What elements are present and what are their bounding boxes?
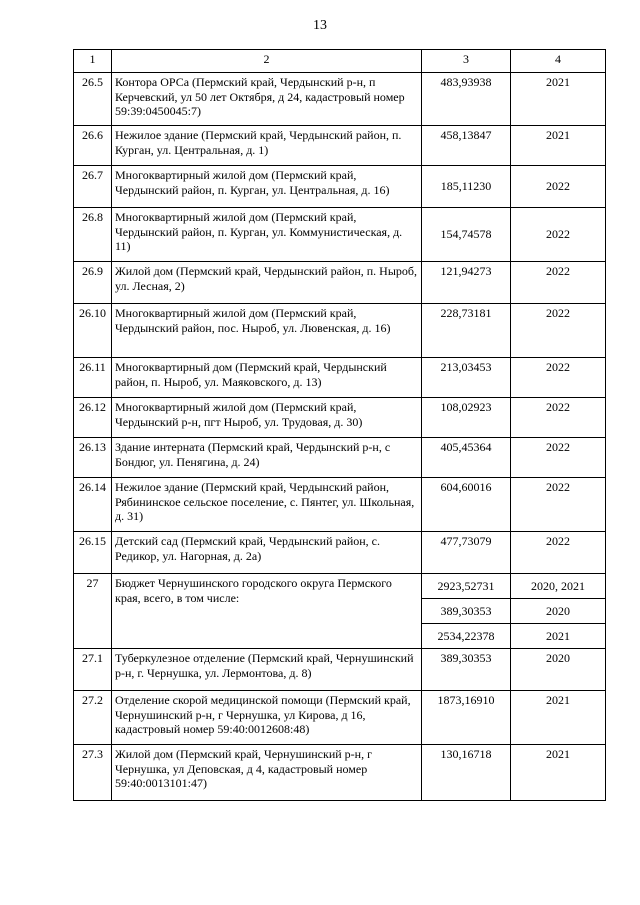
row-number: 27.3 xyxy=(74,745,112,801)
table-row xyxy=(74,358,606,398)
row-amount-breakdown xyxy=(422,574,511,649)
table-row xyxy=(74,304,606,358)
row-year: 2022 xyxy=(511,208,606,262)
row-description: Контора ОРСа (Пермский край, Чердынский р-н, п Керчевский, ул 50 лет Октября, д 24, кадастровый номер 59:39:0450045:7) xyxy=(112,73,422,126)
table-row xyxy=(74,438,606,478)
row-year: 2022 xyxy=(511,358,606,398)
row-amount: 213,03453 xyxy=(422,358,511,398)
table-row xyxy=(74,208,606,262)
table-row xyxy=(74,166,606,208)
row-year-2020: 2020 xyxy=(511,598,605,623)
row-year: 2022 xyxy=(511,438,606,478)
row-year: 2022 xyxy=(511,262,606,304)
row-number: 27.2 xyxy=(74,691,112,745)
row-amount: 130,16718 xyxy=(422,745,511,801)
table-row xyxy=(74,398,606,438)
row-number: 26.8 xyxy=(74,208,112,262)
row-year: 2022 xyxy=(511,398,606,438)
row-description: Здание интерната (Пермский край, Чердынский р-н, с Бондюг, ул. Пенягина, д. 24) xyxy=(112,438,422,478)
row-number: 26.15 xyxy=(74,532,112,574)
row-number: 26.12 xyxy=(74,398,112,438)
row-number: 26.7 xyxy=(74,166,112,208)
row-year: 2022 xyxy=(511,304,606,358)
row-year-2021: 2021 xyxy=(511,623,605,648)
row-description: Отделение скорой медицинской помощи (Пермский край, Чернушинский р-н, г Чернушка, ул Кирова, д 16, кадастровый номер 59:40:0012608:48) xyxy=(112,691,422,745)
row-amount: 154,74578 xyxy=(422,208,511,262)
row-number: 26.13 xyxy=(74,438,112,478)
row-description: Нежилое здание (Пермский край, Чердынский район, Рябининское сельское поселение, с. Пянтег, ул. Школьная, д. 31) xyxy=(112,478,422,532)
table-header-row xyxy=(74,50,606,73)
row-description: Многоквартирный жилой дом (Пермский край, Чердынский район, п. Курган, ул. Коммунистическая, д. 11) xyxy=(112,208,422,262)
row-amount: 121,94273 xyxy=(422,262,511,304)
row-description: Многоквартирный жилой дом (Пермский край, Чердынский р-н, пгт Ныроб, ул. Трудовая, д. 30) xyxy=(112,398,422,438)
header-col-2: 2 xyxy=(112,50,422,73)
row-amount: 108,02923 xyxy=(422,398,511,438)
table-row xyxy=(74,745,606,801)
row-description: Многоквартирный дом (Пермский край, Чердынский район, п. Ныроб, ул. Маяковского, д. 13) xyxy=(112,358,422,398)
row-amount: 405,45364 xyxy=(422,438,511,478)
header-col-1: 1 xyxy=(74,50,112,73)
row-amount: 458,13847 xyxy=(422,126,511,166)
row-number: 26.9 xyxy=(74,262,112,304)
row-description: Бюджет Чернушинского городского округа Пермского края, всего, в том числе: xyxy=(112,574,422,649)
row-description: Многоквартирный жилой дом (Пермский край, Чердынский район, пос. Ныроб, ул. Лювенская, д. 16) xyxy=(112,304,422,358)
row-year: 2022 xyxy=(511,478,606,532)
row-description: Многоквартирный жилой дом (Пермский край, Чердынский район, п. Курган, ул. Центральная, д. 16) xyxy=(112,166,422,208)
row-amount: 604,60016 xyxy=(422,478,511,532)
row-year: 2021 xyxy=(511,126,606,166)
header-col-4: 4 xyxy=(511,50,606,73)
row-description: Нежилое здание (Пермский край, Чердынский район, п. Курган, ул. Центральная, д. 1) xyxy=(112,126,422,166)
row-number: 27 xyxy=(74,574,112,649)
row-amount-2021: 2534,22378 xyxy=(422,623,510,648)
header-col-3: 3 xyxy=(422,50,511,73)
budget-table xyxy=(73,49,606,801)
row-amount: 1873,16910 xyxy=(422,691,511,745)
row-year-breakdown xyxy=(511,574,606,649)
row-number: 26.5 xyxy=(74,73,112,126)
row-number: 26.14 xyxy=(74,478,112,532)
table-row-27 xyxy=(74,574,606,649)
row-amount-2020: 389,30353 xyxy=(422,598,510,623)
row-number: 26.6 xyxy=(74,126,112,166)
row-amount: 389,30353 xyxy=(422,649,511,691)
row-description: Жилой дом (Пермский край, Чернушинский р-н, г Чернушка, ул Деповская, д 4, кадастровый номер 59:40:0013101:47) xyxy=(112,745,422,801)
table-row xyxy=(74,691,606,745)
row-description: Жилой дом (Пермский край, Чердынский район, п. Ныроб, ул. Лесная, 2) xyxy=(112,262,422,304)
row-amount-total: 2923,52731 xyxy=(437,579,495,593)
row-year: 2022 xyxy=(511,532,606,574)
row-number: 26.10 xyxy=(74,304,112,358)
row-description: Детский сад (Пермский край, Чердынский район, с. Редикор, ул. Нагорная, д. 2а) xyxy=(112,532,422,574)
row-amount: 228,73181 xyxy=(422,304,511,358)
table-row xyxy=(74,126,606,166)
row-year: 2021 xyxy=(511,691,606,745)
page-number: 13 xyxy=(313,18,327,33)
row-description: Туберкулезное отделение (Пермский край, Чернушинский р-н, г. Чернушка, ул. Лермонтова, д. 8) xyxy=(112,649,422,691)
table-row xyxy=(74,262,606,304)
table-row xyxy=(74,478,606,532)
table-row xyxy=(74,649,606,691)
row-amount: 477,73079 xyxy=(422,532,511,574)
row-number: 26.11 xyxy=(74,358,112,398)
row-year: 2021 xyxy=(511,745,606,801)
table-row xyxy=(74,532,606,574)
row-year: 2020 xyxy=(511,649,606,691)
row-number: 27.1 xyxy=(74,649,112,691)
row-amount: 483,93938 xyxy=(422,73,511,126)
row-amount: 185,11230 xyxy=(422,166,511,208)
row-year: 2022 xyxy=(511,166,606,208)
row-year-total: 2020, 2021 xyxy=(531,579,585,593)
row-year: 2021 xyxy=(511,73,606,126)
table-row xyxy=(74,73,606,126)
